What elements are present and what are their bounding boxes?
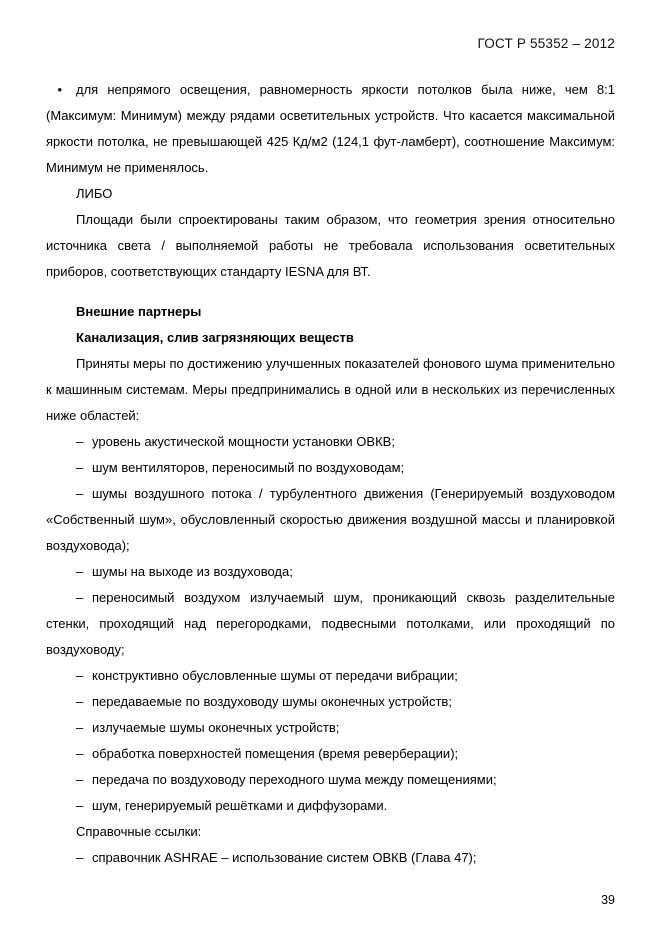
list-item-text: конструктивно обусловленные шумы от передачи вибрации; — [92, 668, 458, 683]
section-spacer — [46, 285, 615, 299]
page-number: 39 — [601, 893, 615, 907]
list-item-text: шумы на выходе из воздуховода; — [92, 564, 293, 579]
heading-external-partners: Внешние партнеры — [76, 304, 202, 319]
document-header: ГОСТ Р 55352 – 2012 — [477, 36, 615, 51]
paragraph-measures: Приняты меры по достижению улучшенных показателей фонового шума применительно к машинным системам. Меры предпринимались в одной или в нескольких из перечисленных ниже областей: — [46, 356, 615, 423]
dash-marker: – — [76, 694, 84, 709]
paragraph-either: ЛИБО — [76, 186, 113, 201]
dash-marker: – — [76, 850, 84, 865]
list-item — [46, 585, 615, 663]
list-item-text: шум вентиляторов, переносимый по воздуховодам; — [92, 460, 405, 475]
dash-marker: – — [76, 746, 84, 761]
list-item — [46, 559, 615, 585]
dash-marker: – — [76, 798, 84, 813]
dash-marker: – — [76, 486, 84, 501]
list-item-text: шумы воздушного потока / турбулентного движения (Генерируемый воздуховодом «Собственный шум», обусловленный скоростью движения воздушной массы и планировкой воздуховода); — [46, 486, 615, 553]
dash-marker: – — [76, 590, 84, 605]
list-item-text: обработка поверхностей помещения (время реверберации); — [92, 746, 459, 761]
bullet-paragraph-text: для непрямого освещения, равномерность яркости потолков была ниже, чем 8:1 (Максимум: Минимум) между рядами осветительных устройств. Что касается максимальной яркости потолка, не превышающей 425 Кд/м2 (124,1 фут-ламберт), соотношение Максимум: Минимум не применялось. — [46, 82, 615, 175]
list-item — [46, 663, 615, 689]
paragraph-areas: Площади были спроектированы таким образом, что геометрия зрения относительно источника света / выполняемой работы не требовала использования осветительных приборов, соответствующих стандарту IESNA для ВТ. — [46, 212, 615, 279]
list-item-text: справочник ASHRAE – использование систем ОВКВ (Глава 47); — [92, 850, 477, 865]
list-item-text: излучаемые шумы оконечных устройств; — [92, 720, 340, 735]
list-item — [46, 455, 615, 481]
dash-marker: – — [76, 434, 84, 449]
list-item-text: передача по воздуховоду переходного шума между помещениями; — [92, 772, 497, 787]
dash-marker: – — [76, 460, 84, 475]
list-item — [46, 429, 615, 455]
list-item — [46, 481, 615, 559]
dash-marker: – — [76, 668, 84, 683]
list-item — [46, 689, 615, 715]
bullet-icon: • — [57, 82, 62, 97]
list-item-text: шум, генерируемый решётками и диффузорами. — [92, 798, 388, 813]
list-item — [46, 741, 615, 767]
dash-marker: – — [76, 564, 84, 579]
paragraph-references-label: Справочные ссылки: — [76, 824, 202, 839]
list-item-text: передаваемые по воздуховоду шумы оконечных устройств; — [92, 694, 452, 709]
list-item — [46, 793, 615, 819]
list-item — [46, 767, 615, 793]
list-item-text: уровень акустической мощности установки ОВКВ; — [92, 434, 395, 449]
dash-marker: – — [76, 720, 84, 735]
heading-sewage: Канализация, слив загрязняющих веществ — [76, 330, 354, 345]
list-item — [46, 845, 615, 871]
list-item — [46, 715, 615, 741]
dash-marker: – — [76, 772, 84, 787]
bullet-paragraph-indirect-lighting — [46, 77, 615, 181]
list-item-text: переносимый воздухом излучаемый шум, проникающий сквозь разделительные стенки, проходящий над перегородками, подвесными потолками, или проходящий по воздуховоду; — [46, 590, 615, 657]
